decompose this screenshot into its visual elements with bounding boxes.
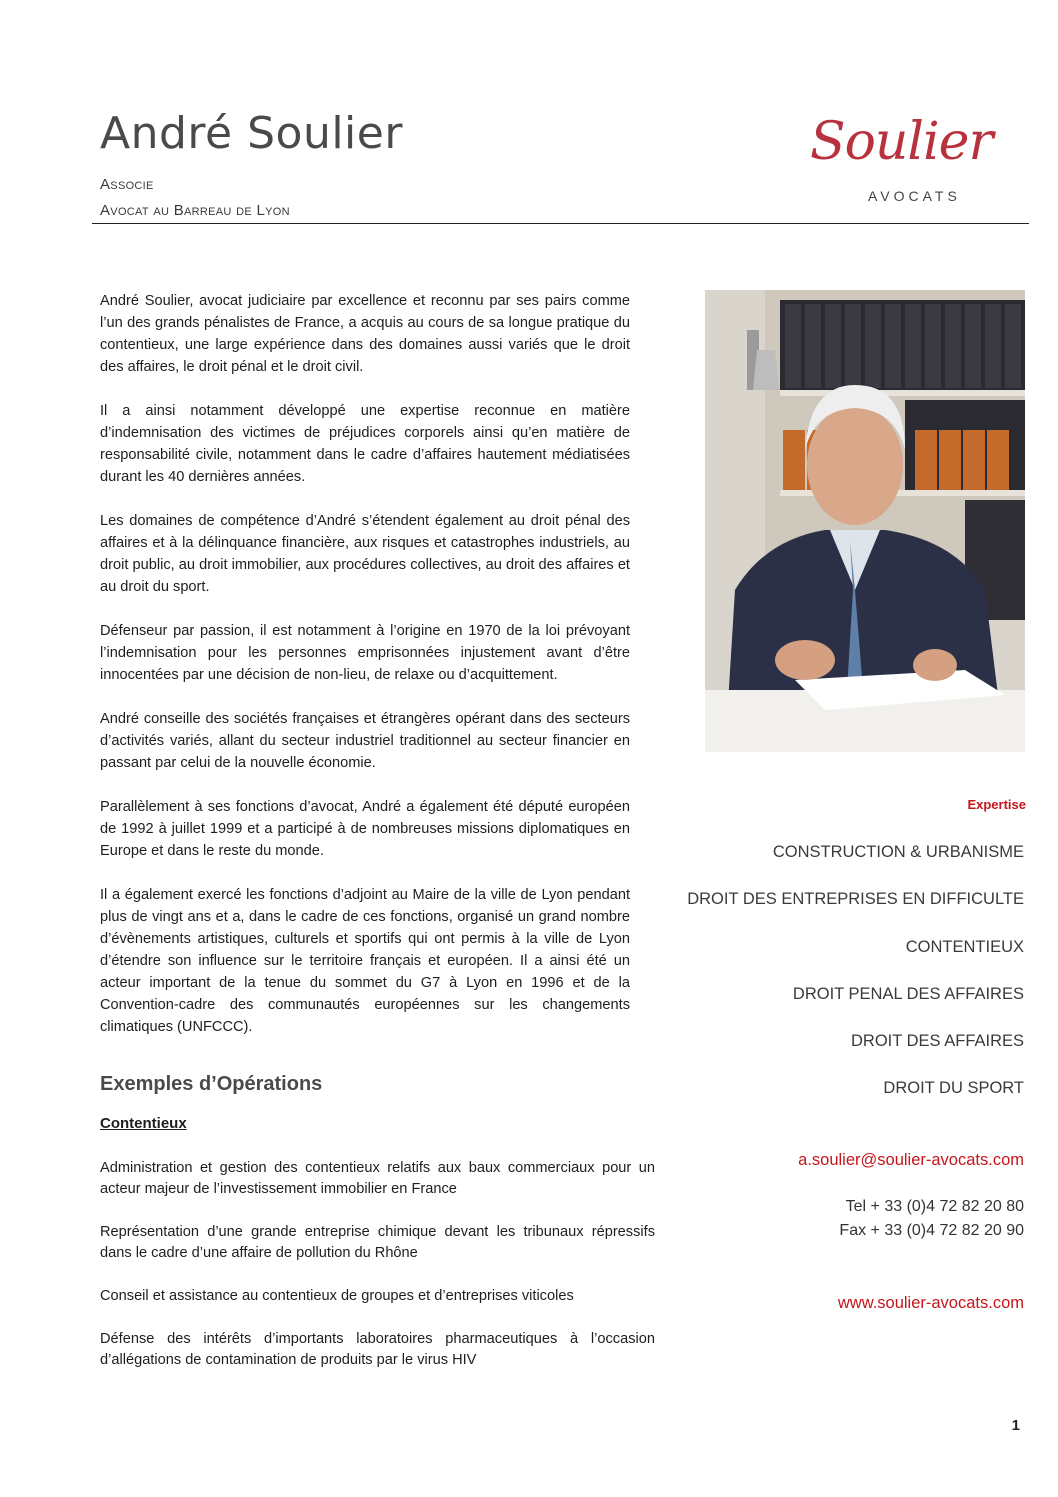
logo-subtitle: AVOCATS: [868, 188, 961, 204]
expertise-item: DROIT PENAL DES AFFAIRES: [792, 984, 1024, 1003]
bio-paragraph: Les domaines de compétence d’André s’étendent également au droit pénal des affaires et à la délinquance financière, aux risques et catastrophes industriels, au droit public, au droit immobilier, aux procédures collectives, au droit des affaires et au droit du sport.: [100, 513, 630, 595]
role-title: Associe: [100, 176, 154, 193]
operation-item: Représentation d’une grande entreprise chimique devant les tribunaux répressifs dans le cadre d’une affaire de pollution du Rhône: [100, 1224, 655, 1261]
page-title: André Soulier: [100, 108, 403, 159]
operation-item: Défense des intérêts d’importants laboratoires pharmaceutiques à l’occasion d’allégations de contamination de produits par le virus HIV: [100, 1331, 655, 1368]
operation-item: Conseil et assistance au contentieux de groupes et d’entreprises viticoles: [100, 1288, 574, 1304]
operations-subtitle: Contentieux: [100, 1115, 187, 1132]
page-number: 1: [1011, 1417, 1020, 1434]
operations-list: [100, 1158, 655, 1393]
expertise-item: DROIT DES ENTREPRISES EN DIFFICULTE: [687, 890, 1024, 909]
expertise-heading: Expertise: [967, 797, 1026, 812]
operations-title: Exemples d’Opérations: [100, 1073, 323, 1095]
website-link[interactable]: www.soulier-avocats.com: [837, 1294, 1024, 1312]
expertise-item: DROIT DES AFFAIRES: [851, 1032, 1024, 1051]
expertise-item: CONTENTIEUX: [905, 937, 1024, 956]
bio-paragraph: André Soulier, avocat judiciaire par excellence et reconnu par ses pairs comme l’un des grands pénalistes de France, a acquis au cours de sa longue pratique du contentieux, une large expérience dans des domaines aussi variés que le droit des affaires, le droit pénal et le droit civil.: [100, 293, 630, 375]
expertise-item: CONSTRUCTION & URBANISME: [772, 843, 1024, 861]
bio-paragraph: André conseille des sociétés françaises et étrangères opérant dans des secteurs d’activités variés, allant du secteur industriel traditionnel au secteur financier en passant par celui de la nouvelle économie.: [100, 711, 630, 771]
email-link[interactable]: a.soulier@soulier-avocats.com: [798, 1151, 1024, 1169]
phone-number: Tel + 33 (0)4 72 82 20 80: [845, 1198, 1024, 1215]
bio-paragraph: Parallèlement à ses fonctions d’avocat, André a également été député européen de 1992 à juillet 1999 et a participé à de nombreuses missions diplomatiques en Europe et dans le reste du monde.: [100, 799, 630, 859]
bio-paragraph: Il a également exercé les fonctions d’adjoint au Maire de la ville de Lyon pendant plus de vingt ans et a, dans le cadre de ces fonctions, organisé un grand nombre d’évènements artistiques, culturels et sportifs qui ont permis à la ville de Lyon d’étendre son influence sur le territoire français et européen. Il a ainsi été un acteur important de la tenue du sommet du G7 à Lyon en 1996 et de la Convention-cadre des communautés européennes sur les changements climatiques (UNFCCC).: [100, 887, 630, 1035]
bio-paragraph: Défenseur par passion, il est notamment à l’origine en 1970 de la loi prévoyant l’indemnisation pour les personnes emprisonnées injustement avant d’être innocentées par une décision de non-lieu, de relaxe ou d’acquittement.: [100, 623, 630, 683]
expertise-item: DROIT DU SPORT: [883, 1079, 1024, 1098]
firm-logo: [800, 112, 1030, 208]
portrait-photo: [705, 290, 1025, 752]
expertise-list: [684, 840, 1024, 1124]
portrait-illustration: [705, 290, 1025, 752]
logo-wordmark: Soulier: [810, 112, 993, 172]
bar-membership: Avocat au Barreau de Lyon: [100, 202, 290, 219]
header-divider: [92, 223, 1029, 224]
operation-item: Administration et gestion des contentieux relatifs aux baux commerciaux pour un acteur majeur de l’investissement immobilier en France: [100, 1160, 655, 1197]
fax-number: Fax + 33 (0)4 72 82 20 90: [839, 1222, 1024, 1239]
bio-paragraph: Il a ainsi notamment développé une expertise reconnue en matière d’indemnisation des victimes de préjudices corporels ainsi qu’en matière de responsabilité civile, notamment dans le cadre d’affaires hautement médiatisées durant les 40 dernières années.: [100, 403, 630, 485]
biography: [100, 290, 630, 1060]
